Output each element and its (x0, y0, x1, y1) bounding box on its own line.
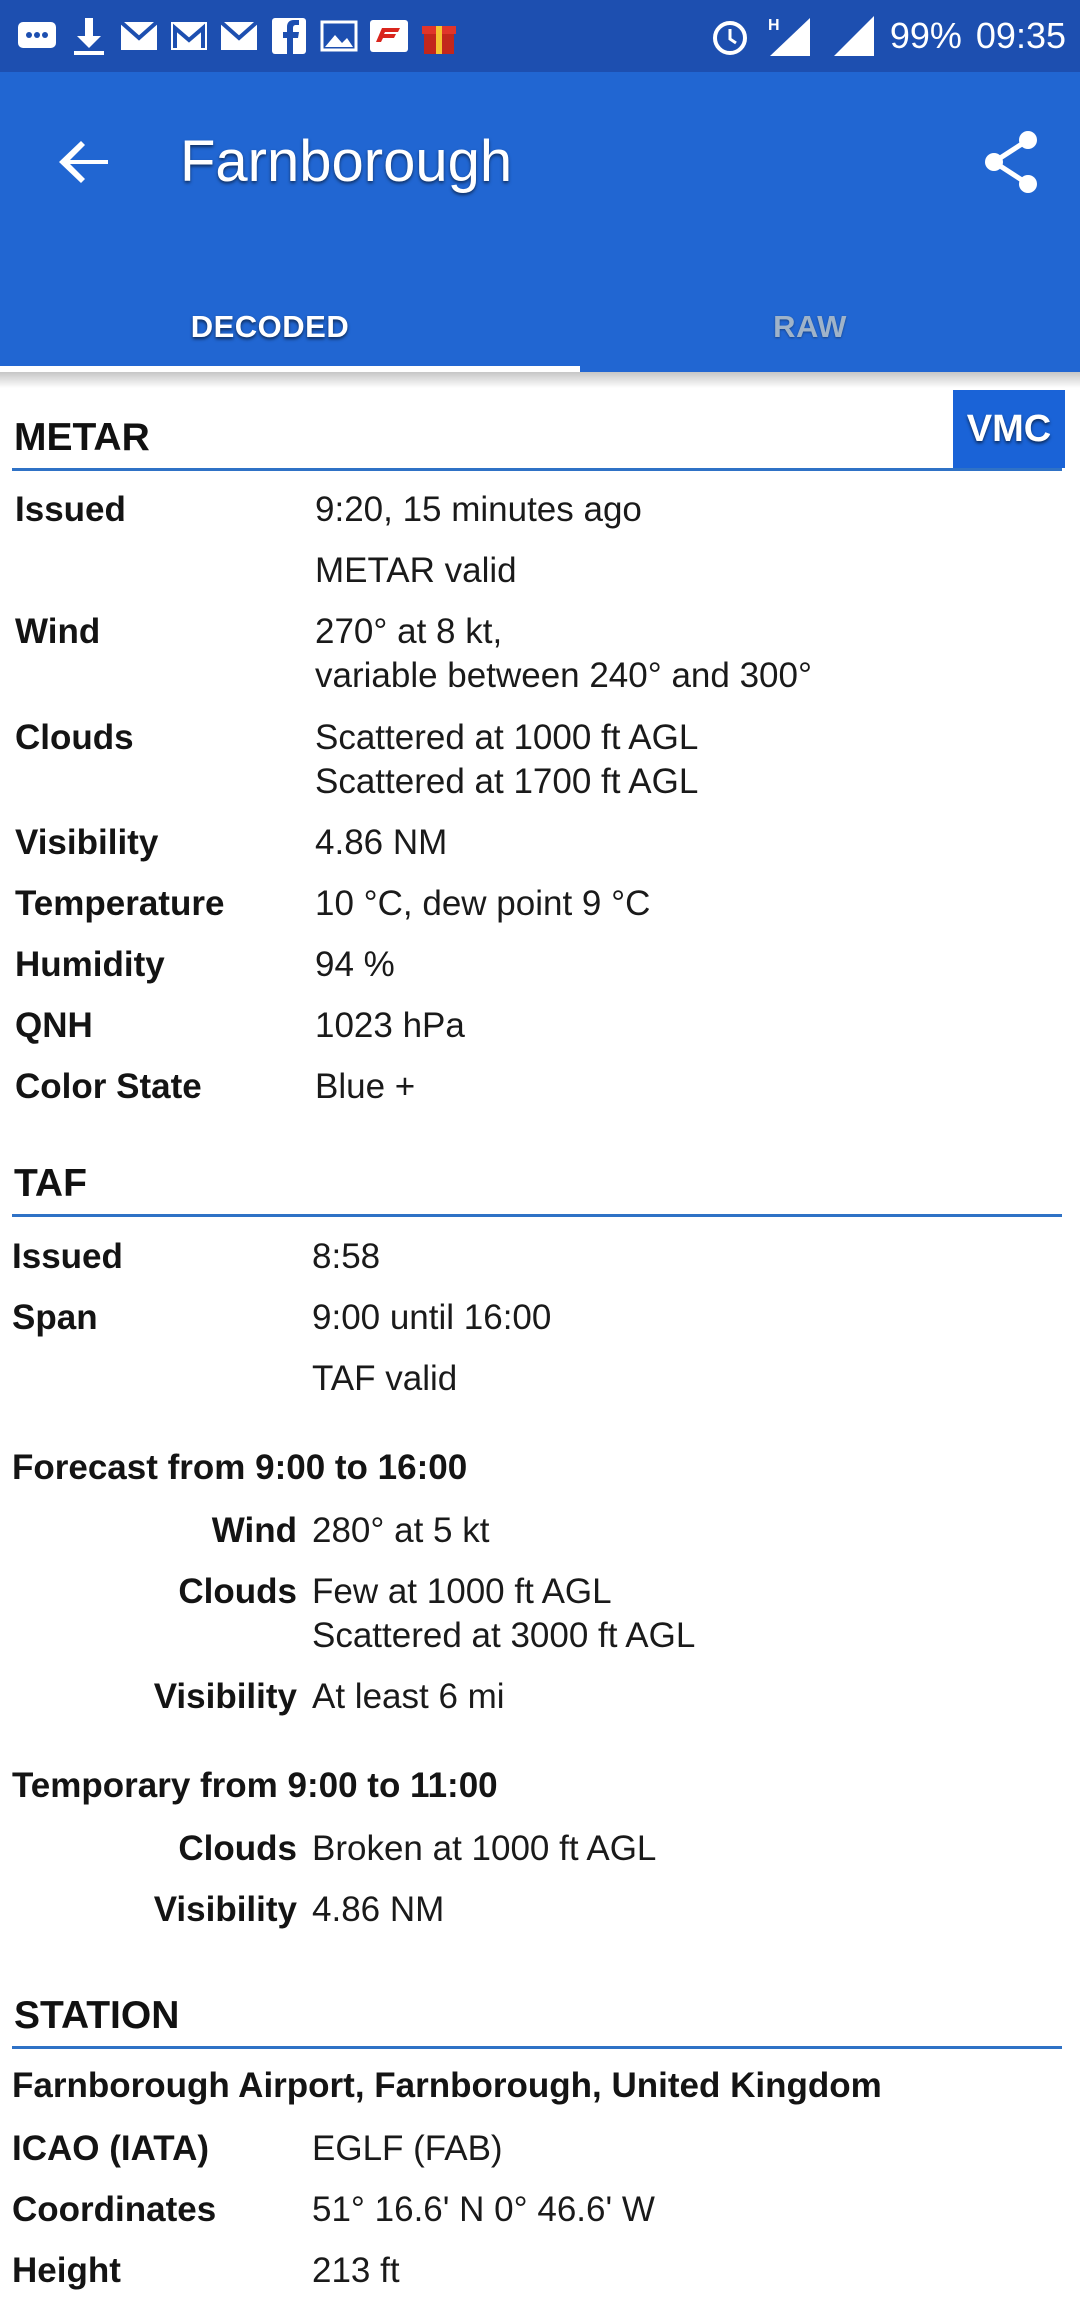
label-color-state: Color State (15, 1067, 202, 1106)
label-humidity: Humidity (15, 945, 165, 984)
label-icao: ICAO (IATA) (12, 2129, 209, 2168)
signal-h-icon (766, 14, 818, 58)
label-coordinates: Coordinates (12, 2190, 217, 2229)
label-visibility: Visibility (15, 823, 159, 862)
app-bar (0, 72, 1080, 372)
value-temporary-clouds: Broken at 1000 ft AGL (312, 1829, 657, 1868)
label-height: Height (12, 2251, 121, 2290)
station-title: STATION (14, 1994, 180, 2037)
value-clouds-1: Scattered at 1000 ft AGL (315, 718, 699, 757)
tab-raw[interactable]: RAW (773, 309, 847, 344)
battery-percent: 99% (889, 15, 962, 56)
value-forecast-visibility: At least 6 mi (312, 1677, 505, 1716)
value-span: 9:00 until 16:00 (312, 1298, 552, 1337)
value-forecast-wind: 280° at 5 kt (312, 1511, 490, 1550)
share-icon[interactable] (972, 122, 1052, 202)
value-height: 213 ft (312, 2251, 400, 2290)
tab-decoded[interactable]: DECODED (190, 309, 350, 344)
value-temperature: 10 °C, dew point 9 °C (315, 884, 651, 923)
value-issued: 9:20, 15 minutes ago (315, 490, 642, 529)
app-bar-shadow (0, 372, 1080, 388)
value-forecast-clouds-2: Scattered at 3000 ft AGL (312, 1616, 696, 1655)
status-bar (0, 0, 1080, 72)
value-wind-variable: variable between 240° and 300° (315, 656, 812, 695)
vmc-badge: VMC (953, 390, 1065, 468)
gift-icon (416, 14, 462, 58)
value-clouds-2: Scattered at 1700 ft AGL (315, 762, 699, 801)
f1-app-icon (366, 14, 412, 58)
clock: 09:35 (975, 15, 1066, 56)
value-forecast-clouds-1: Few at 1000 ft AGL (312, 1572, 612, 1611)
chat-notification-icon (14, 14, 60, 58)
value-wind: 270° at 8 kt, (315, 612, 503, 651)
mail-icon (116, 14, 162, 58)
status-bar-right (708, 0, 1066, 72)
signal-icon (832, 14, 876, 58)
label-forecast-wind: Wind (211, 1511, 297, 1550)
facebook-icon (266, 14, 312, 58)
metar-section-header (12, 392, 1062, 471)
forecast-heading: Forecast from 9:00 to 16:00 (12, 1448, 468, 1487)
page-title: Farnborough (180, 129, 513, 194)
image-icon (316, 14, 362, 58)
label-temperature: Temperature (15, 884, 225, 923)
label-span: Span (12, 1298, 98, 1337)
value-metar-valid: METAR valid (315, 551, 517, 590)
value-icao: EGLF (FAB) (312, 2129, 503, 2168)
network-type-label: H (767, 17, 780, 34)
taf-section-header (12, 1138, 1062, 1217)
value-taf-valid: TAF valid (312, 1359, 458, 1398)
station-section-header (12, 1970, 1062, 2049)
label-issued: Issued (15, 490, 126, 529)
label-qnh: QNH (15, 1006, 93, 1045)
value-temporary-visibility: 4.86 NM (312, 1890, 445, 1929)
label-temporary-visibility: Visibility (153, 1890, 297, 1929)
alarm-icon (708, 14, 752, 58)
label-clouds: Clouds (15, 718, 134, 757)
mail-icon-2 (216, 14, 262, 58)
station-name: Farnborough Airport, Farnborough, United Kingdom (12, 2066, 882, 2105)
label-forecast-clouds: Clouds (178, 1572, 297, 1611)
value-taf-issued: 8:58 (312, 1237, 381, 1276)
label-temporary-clouds: Clouds (178, 1829, 297, 1868)
value-color-state: Blue + (315, 1067, 416, 1106)
download-icon (66, 14, 112, 58)
label-taf-issued: Issued (12, 1237, 123, 1276)
metar-title: METAR (14, 416, 150, 459)
value-visibility: 4.86 NM (315, 823, 448, 862)
arrow-back-icon[interactable] (44, 122, 124, 202)
temporary-heading: Temporary from 9:00 to 11:00 (12, 1766, 498, 1805)
gmail-icon (166, 14, 212, 58)
label-wind: Wind (15, 612, 101, 651)
value-humidity: 94 % (315, 945, 395, 984)
taf-title: TAF (14, 1162, 87, 1205)
value-qnh: 1023 hPa (315, 1006, 465, 1045)
label-forecast-visibility: Visibility (153, 1677, 297, 1716)
value-coordinates: 51° 16.6' N 0° 46.6' W (312, 2190, 655, 2229)
